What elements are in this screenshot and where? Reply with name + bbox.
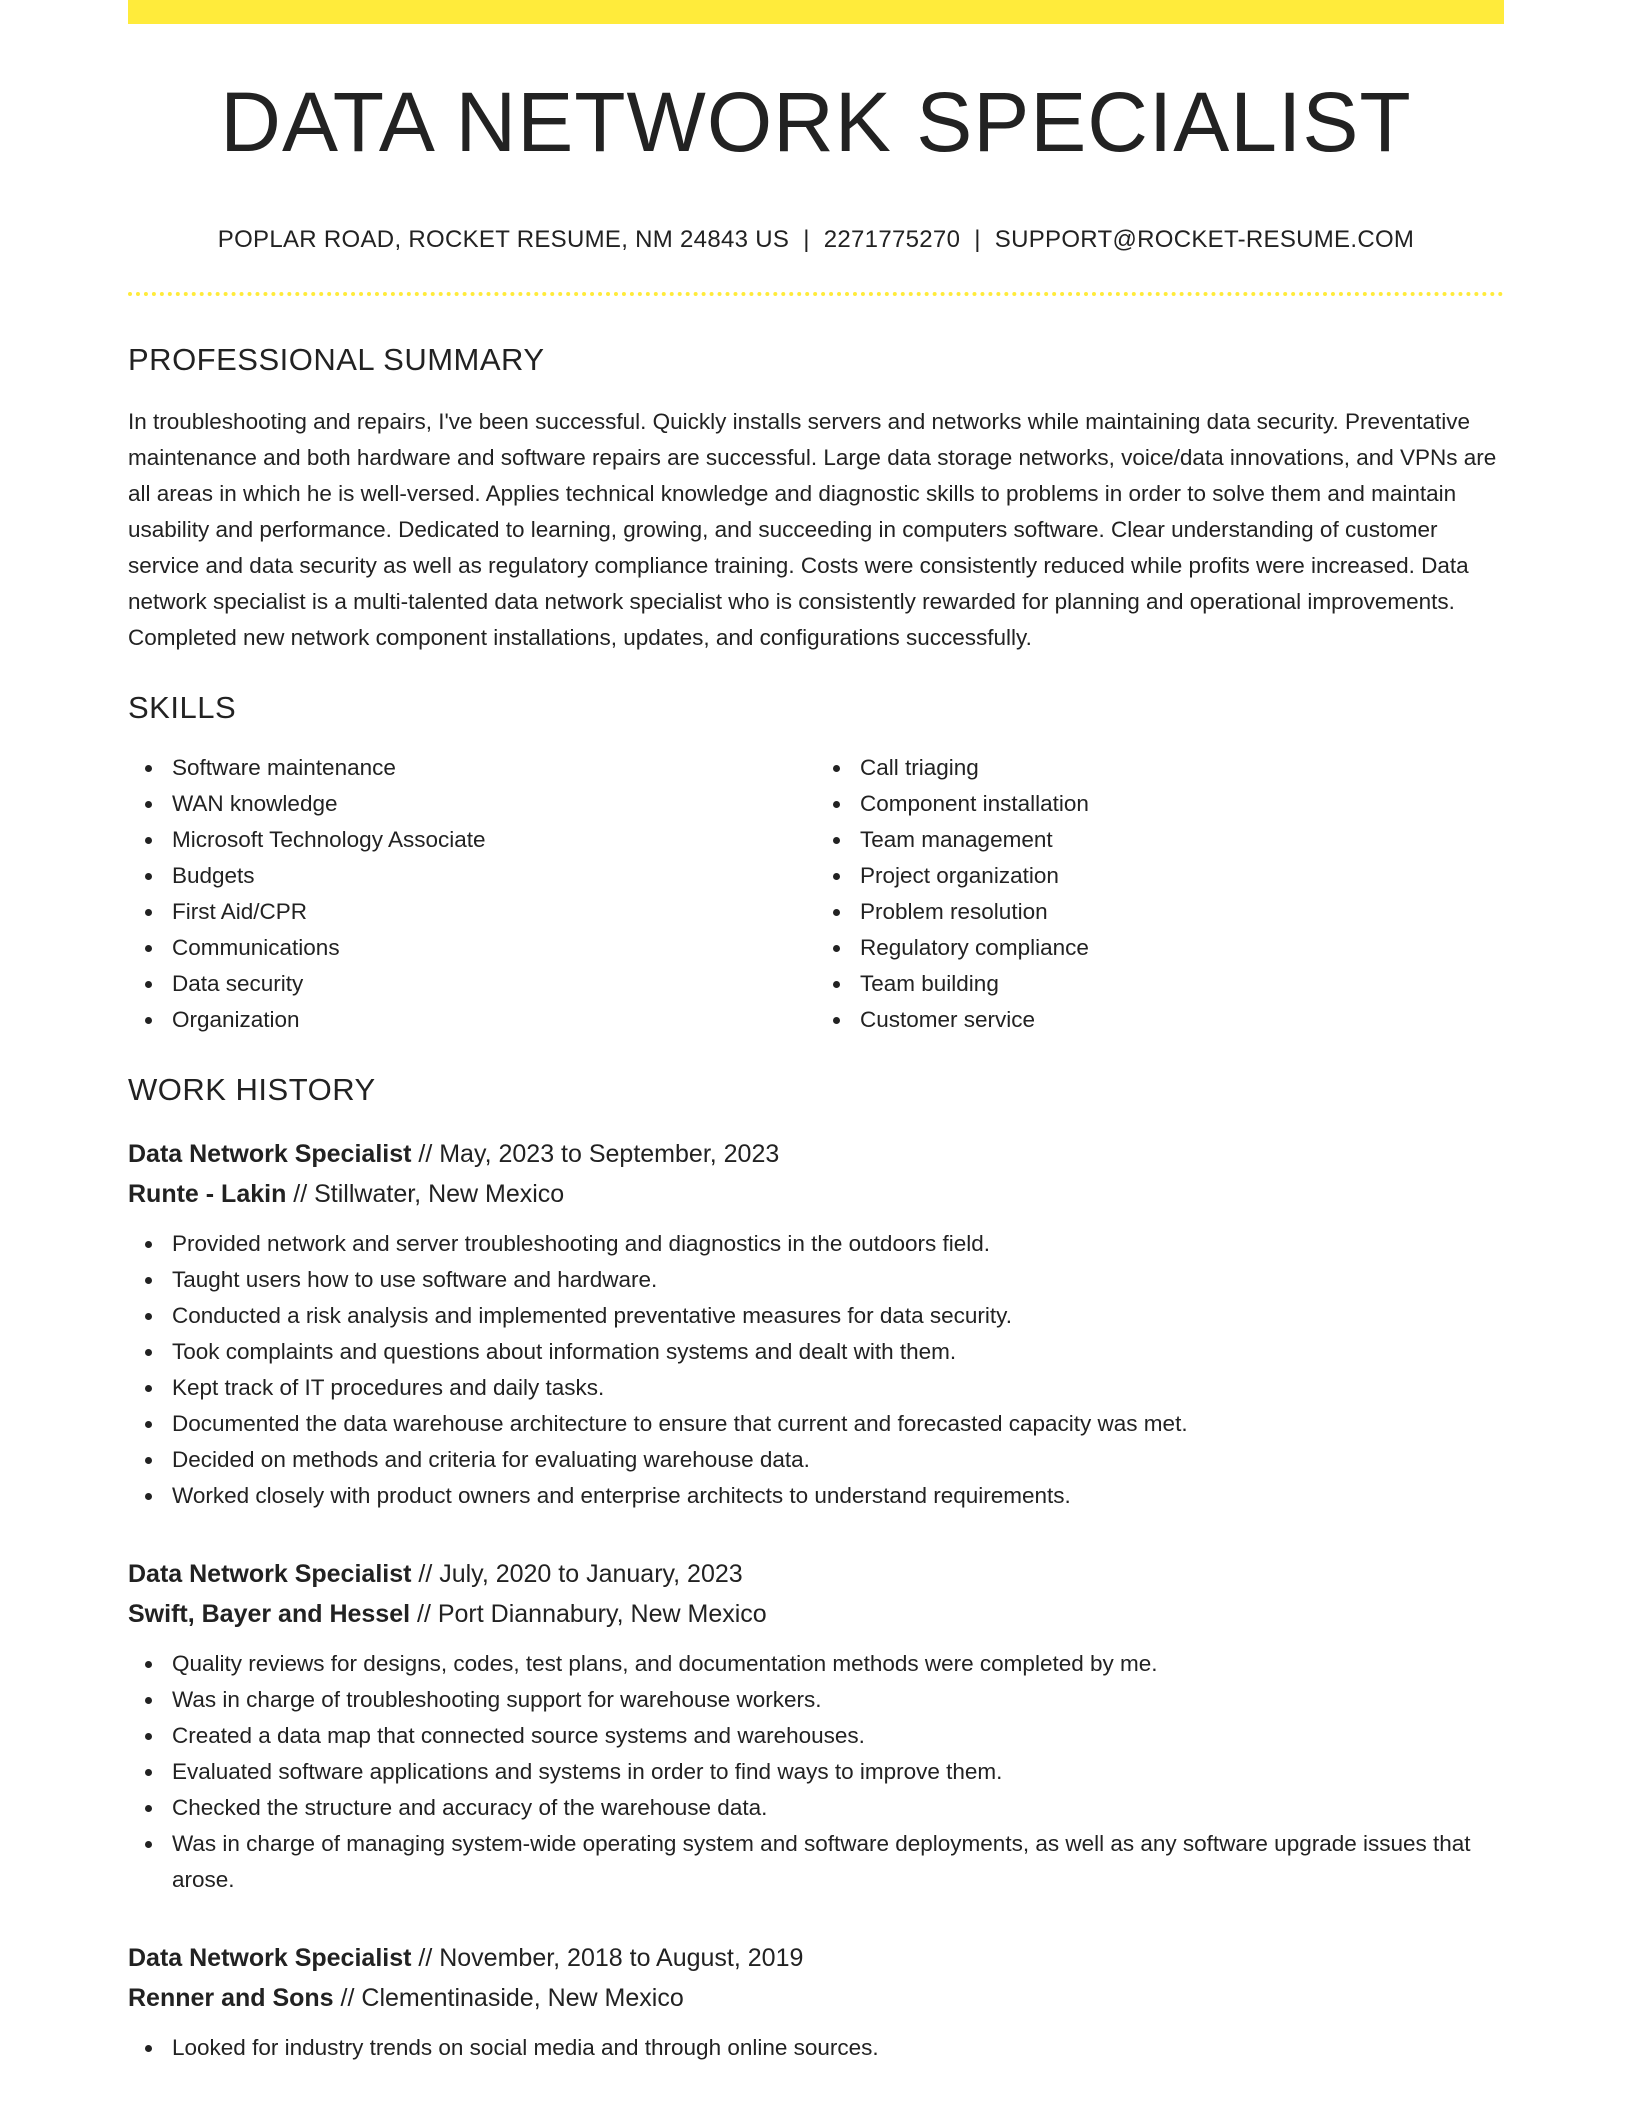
job-company-line [128, 1594, 1504, 1634]
contact-address: POPLAR ROAD, ROCKET RESUME, NM 24843 US [217, 226, 790, 253]
job-company-line [128, 1174, 1504, 1214]
job-company: Swift, Bayer and Hessel [128, 1600, 411, 1628]
job-bullet: Checked the structure and accuracy of the warehouse data. [128, 1790, 1504, 1826]
work-history-heading: WORK HISTORY [128, 1072, 376, 1107]
job-company-line [128, 1978, 1504, 2018]
job-title: Data Network Specialist [128, 1140, 412, 1168]
skill-item: Component installation [816, 786, 1504, 822]
job-bullet: Looked for industry trends on social media and through online sources. [128, 2030, 1504, 2066]
job-bullet: Evaluated software applications and systems in order to find ways to improve them. [128, 1754, 1504, 1790]
job-title-line [128, 1554, 1504, 1594]
summary-heading: PROFESSIONAL SUMMARY [128, 342, 545, 377]
contact-separator: | [803, 226, 810, 253]
skill-item: Customer service [816, 1002, 1504, 1038]
skill-item: Regulatory compliance [816, 930, 1504, 966]
skills-heading: SKILLS [128, 690, 237, 725]
skills-list [128, 750, 1504, 1038]
contact-phone: 2271775270 [823, 226, 961, 253]
skill-item: Software maintenance [128, 750, 816, 786]
skill-item: Team building [816, 966, 1504, 1002]
contact-line [128, 226, 1504, 254]
job-bullet: Worked closely with product owners and enterprise architects to understand requirements. [128, 1478, 1504, 1514]
skill-item: Communications [128, 930, 816, 966]
job-dates: // November, 2018 to August, 2019 [418, 1944, 804, 1972]
job-entry [128, 1554, 1504, 1898]
job-bullet: Created a data map that connected source systems and warehouses. [128, 1718, 1504, 1754]
job-bullet: Was in charge of troubleshooting support for warehouse workers. [128, 1682, 1504, 1718]
job-entry [128, 1134, 1504, 1514]
job-location: // Port Diannabury, New Mexico [417, 1600, 767, 1628]
job-company: Renner and Sons [128, 1984, 334, 2012]
skill-item: First Aid/CPR [128, 894, 816, 930]
skills-column-left [128, 750, 816, 1038]
job-company: Runte - Lakin [128, 1180, 287, 1208]
job-dates: // May, 2023 to September, 2023 [418, 1140, 780, 1168]
job-location: // Clementinaside, New Mexico [340, 1984, 684, 2012]
job-dates: // July, 2020 to January, 2023 [418, 1560, 743, 1588]
skill-item: Microsoft Technology Associate [128, 822, 816, 858]
job-bullet: Was in charge of managing system-wide operating system and software deployments, as well as any software upgrade issues that arose. [128, 1826, 1504, 1898]
header-divider [128, 292, 1504, 296]
skill-item: Data security [128, 966, 816, 1002]
job-bullets [128, 1646, 1504, 1898]
resume-page [128, 0, 1504, 2066]
resume-name: DATA NETWORK SPECIALIST [220, 75, 1412, 169]
skill-item: Call triaging [816, 750, 1504, 786]
job-bullets [128, 1226, 1504, 1514]
job-title-line [128, 1938, 1504, 1978]
job-bullet: Took complaints and questions about information systems and dealt with them. [128, 1334, 1504, 1370]
skill-item: Problem resolution [816, 894, 1504, 930]
job-bullet: Taught users how to use software and hardware. [128, 1262, 1504, 1298]
job-bullet: Conducted a risk analysis and implemented preventative measures for data security. [128, 1298, 1504, 1334]
skill-item: Team management [816, 822, 1504, 858]
summary-text: In troubleshooting and repairs, I've been successful. Quickly installs servers and networks while maintaining data security. Preventative maintenance and both hardware and software repairs are successful. Large data storage networks, voice/data innovations, and VPNs are all areas in which he is well-versed. Applies technical knowledge and diagnostic skills to problems in order to solve them and maintain usability and performance. Dedicated to learning, growing, and succeeding in computers software. Clear understanding of customer service and data security as well as regulatory compliance training. Costs were consistently reduced while profits were increased. Data network specialist is a multi-talented data network specialist who is consistently rewarded for planning and operational improvements. Completed new network component installations, updates, and configurations successfully. [128, 409, 1497, 650]
job-bullet: Quality reviews for designs, codes, test plans, and documentation methods were completed by me. [128, 1646, 1504, 1682]
job-bullets [128, 2030, 1504, 2066]
skill-item: Organization [128, 1002, 816, 1038]
job-bullet: Provided network and server troubleshooting and diagnostics in the outdoors field. [128, 1226, 1504, 1262]
top-accent-bar [128, 0, 1504, 24]
skill-item: Project organization [816, 858, 1504, 894]
skill-item: Budgets [128, 858, 816, 894]
contact-email: SUPPORT@ROCKET-RESUME.COM [994, 226, 1415, 253]
contact-separator: | [974, 226, 981, 253]
job-title: Data Network Specialist [128, 1944, 412, 1972]
job-title-line [128, 1134, 1504, 1174]
skill-item: WAN knowledge [128, 786, 816, 822]
job-title: Data Network Specialist [128, 1560, 412, 1588]
job-entry [128, 1938, 1504, 2066]
job-bullet: Decided on methods and criteria for evaluating warehouse data. [128, 1442, 1504, 1478]
skills-column-right [816, 750, 1504, 1038]
job-bullet: Kept track of IT procedures and daily tasks. [128, 1370, 1504, 1406]
job-bullet: Documented the data warehouse architecture to ensure that current and forecasted capacity was met. [128, 1406, 1504, 1442]
job-location: // Stillwater, New Mexico [293, 1180, 565, 1208]
